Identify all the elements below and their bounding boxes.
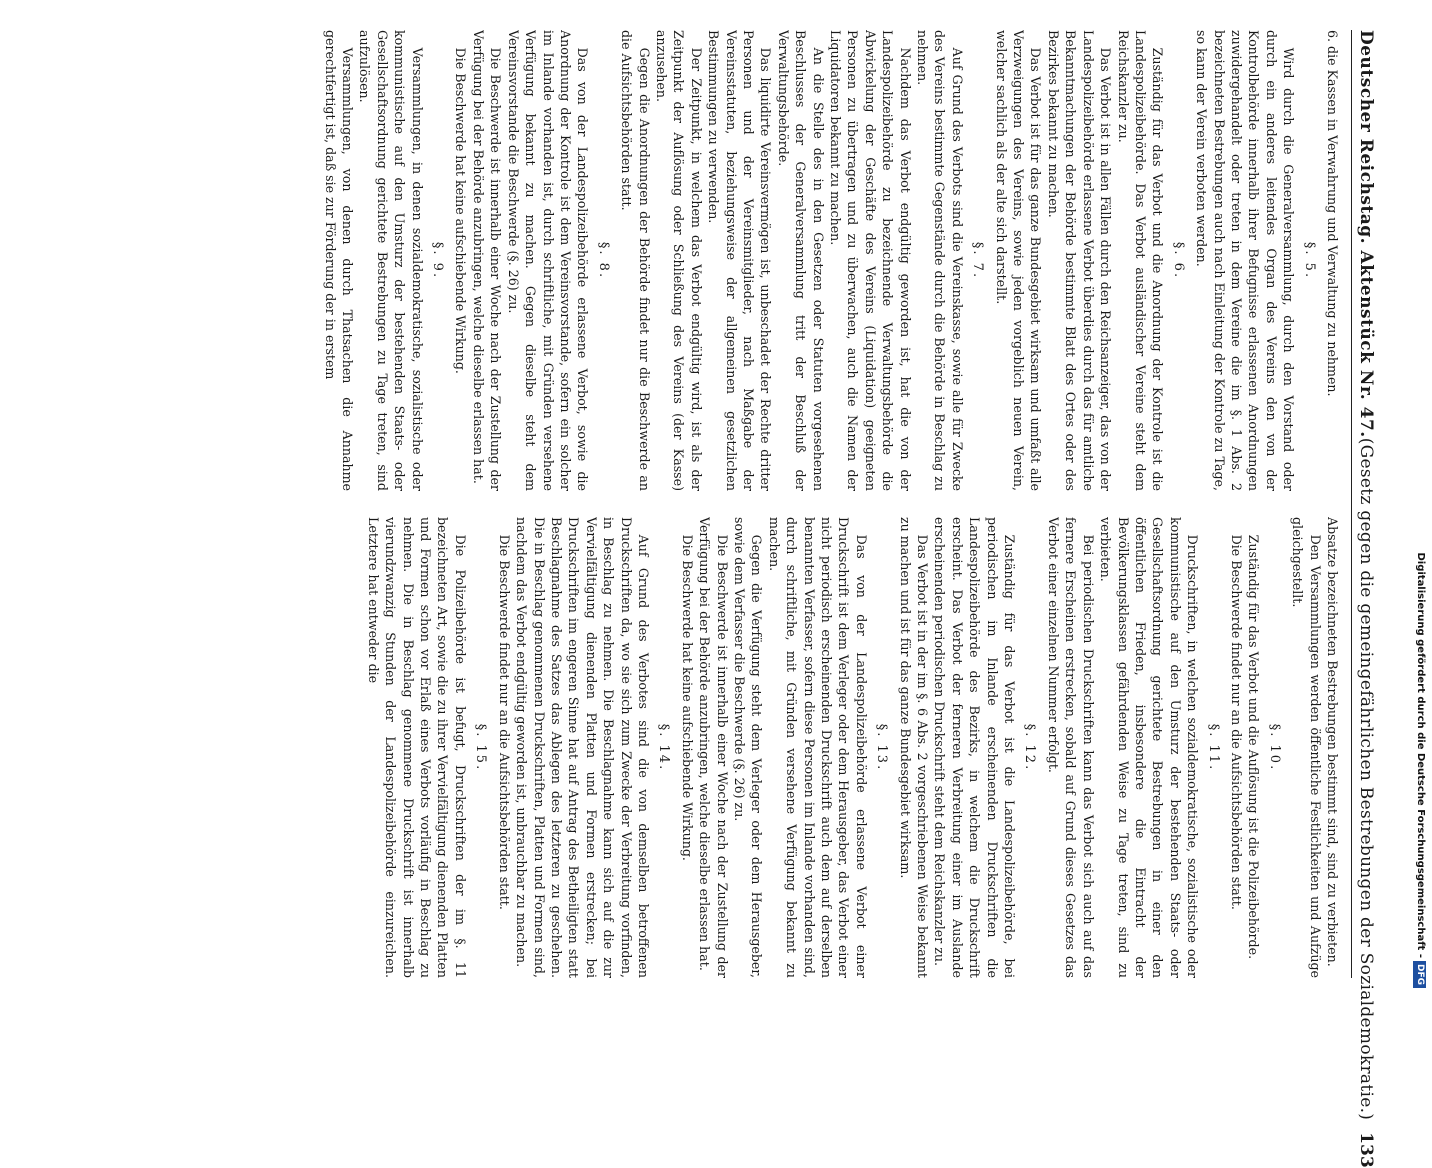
paragraph: Das Verbot ist in allen Fällen durch den Reichsanzeiger, das von der Landespolizeibehörde erlassene Verbot überdies durch das für amtliche Bekanntmachungen der Behörde bestimmte Blatt des Ortes oder des Bezirkes bekannt zu machen. <box>1045 30 1114 491</box>
page-header <box>1351 30 1376 1168</box>
section-heading: §. 10. <box>1266 723 1282 772</box>
paragraph: Die Beschwerde hat keine aufschiebende Wirkung. <box>679 534 695 861</box>
section-heading: §. 15. <box>473 723 489 772</box>
paragraph: Auf Grund des Verbots sind die Vereinskasse, sowie alle für Zwecke des Vereins bestimmte Gegenstände durch die Behörde in Beschlag zu nehmen. <box>915 30 965 491</box>
paragraph: An die Stelle des in den Gesetzen oder Statuten vorgesehenen Beschlusses der Generalversammlung tritt der Beschluß der Verwaltungsbehörde. <box>775 30 826 491</box>
header-subtitle: (Gesetz gegen die gemeingefährlichen Bestrebungen der Sozialdemokratie.) <box>1356 437 1376 1121</box>
paragraph: Den Versammlungen werden öffentliche Festlichkeiten und Aufzüge gleichgestellt. <box>1290 517 1323 978</box>
paragraph: Zuständig für das Verbot und die Auflösung ist die Polizeibehörde. <box>1246 534 1262 960</box>
section-heading: §. 6. <box>1170 241 1186 280</box>
paragraph: Die Beschwerde ist innerhalb einer Woche nach der Zustellung der Verfügung bei der Behörde anzubringen, welche dieselbe erlassen hat. <box>470 30 504 491</box>
paragraph: Wird durch die Generalversammlung, durch den Vorstand oder durch ein anderes leitendes Organ des Vereins den von der Kontrolbehörde innerhalb ihrer Befugnisse erlassenen Anordnungen zuwidergehandelt oder treten in dem Vereine die im §. 1 Abs. 2 bezeichneten Bestrebungen auch nach Einleitung der Kontrole zu Tage, so kann der Verein verboten werden. <box>1194 30 1297 491</box>
right-column <box>21 517 1341 978</box>
paragraph: Gegen die Verfügung steht dem Verleger oder dem Herausgeber, sowie dem Verfasser die Beschwerde (§. 26) zu. <box>732 517 765 978</box>
paragraph: Die Beschwerde findet nur an die Aufsichtsbehörden statt. <box>1228 534 1244 910</box>
header-title: Deutscher Reichstag. Aktenstück Nr. 47. <box>1356 30 1376 438</box>
page-number: 133 <box>1356 1132 1376 1168</box>
paragraph: Der Zeitpunkt, in welchem das Verbot endgültig wird, ist als der Zeitpunkt der Auflösung oder Schließung des Vereins (der Kasse) anzusehen. <box>653 30 704 491</box>
paragraph: Das von der Landespolizeibehörde erlassene Verbot, sowie die Anordnung der Kontrole ist dem Vereinsvorstande, sofern ein solcher im Inlande vorhanden ist, durch schriftliche, mit Gründen versehene Verfügung bekannt zu machen. Gegen dieselbe steht dem Vereinsvorstande die Beschwerde (§. 26) zu. <box>505 30 591 491</box>
section-heading: §. 9. <box>430 241 446 280</box>
paragraph: Druckschriften, in welchen sozialdemokratische, sozialistische oder kommunistische auf den Umsturz der bestehenden Staats- oder Gesellschaftsordnung gerichtete Bestrebungen in einer den öffentlichen Frieden, insbesondere die Eintracht der Bevölkerungsklassen gefährdenden Weise zu Tage treten, sind zu verbieten. <box>1098 517 1201 978</box>
paragraph: Zuständig für das Verbot und die Anordnung der Kontrole ist die Landespolizeibehörde. Das Verbot ausländischer Vereine steht dem Reichskanzler zu. <box>1115 30 1166 491</box>
paragraph: Versammlungen, von denen durch Thatsachen die Annahme gerechtfertigt ist, daß sie zur Förderung der in erstem <box>322 30 356 491</box>
digitization-note <box>1408 0 1432 1000</box>
paragraph: Die Beschwerde ist innerhalb einer Woche nach der Zustellung der Verfügung bei der Behörde anzubringen, welche dieselbe erlassen hat. <box>697 517 730 978</box>
section-heading: §. 14. <box>656 723 672 772</box>
paragraph: Das Verbot ist in der im §. 6 Abs. 2 vorgeschriebenen Weise bekannt zu machen und ist für das ganze Bundesgebiet wirksam. <box>897 517 931 978</box>
paragraph: Die Polizeibehörde ist befugt, Druckschriften der im §. 11 bezeichneten Art, sowie die zu ihrer Vervielfältigung dienenden Platten und Formen schon vor Erlaß eines Verbots vorläufig in Beschlag zu nehmen. Die in Beschlag genommene Druckschrift ist innerhalb vierundzwanzig Stunden der Landespolizeibehörde einzureichen. Letztere hat entweder die <box>365 517 468 978</box>
paragraph: Das Verbot ist für das ganze Bundesgebiet wirksam und umfaßt alle Verzweigungen des Vereins, sowie jeden vorgeblich neuen Verein, welcher sachlich als der alte sich darstellt. <box>993 30 1044 491</box>
paragraph: Die Beschwerde hat keine aufschiebende Wirkung. <box>453 47 469 374</box>
paragraph: Bei periodischen Druckschriften kann das Verbot sich auch auf das fernere Erscheinen erstrecken, sobald auf Grund dieses Gesetzes das Verbot einer einzelnen Nummer erfolgt. <box>1045 517 1096 978</box>
digitization-strip <box>1402 0 1432 1000</box>
paragraph: Zuständig für das Verbot ist die Landespolizeibehörde, bei periodischen im Inlande erscheinenden Druckschriften die Landespolizeibehörde des Bezirks, in welchem die Druckschrift erscheint. Das Verbot der ferneren Verbreitung einer im Auslande erscheinenden periodischen Druckschrift steht dem Reichskanzler zu. <box>932 517 1018 978</box>
paragraph: Nachdem das Verbot endgültig geworden ist, hat die von der Landespolizeibehörde zu bezeichnende Verwaltungsbehörde die Abwickelung der Geschäfte des Vereins (Liquidation) geeigneten Personen zu übertragen und zu überwachen, auch die Namen der Liquidatoren bekannt zu machen. <box>828 30 913 491</box>
paragraph: Die Beschwerde findet nur an die Aufsichtsbehörden statt. <box>496 534 512 910</box>
paragraph: Gegen die Anordnungen der Behörde findet nur die Beschwerde an die Aufsichtsbehörden statt. <box>619 30 652 491</box>
left-column <box>21 30 1341 491</box>
paragraph: Absatze bezeichneten Bestrebungen bestimmt sind, sind zu verbieten. <box>1325 517 1340 967</box>
section-heading: §. 13. <box>874 723 890 772</box>
section-heading: §. 12. <box>1022 723 1038 772</box>
text-columns <box>21 30 1341 978</box>
section-heading: §. 5. <box>1301 241 1317 280</box>
paragraph: Das von der Landespolizeibehörde erlassene Verbot einer Druckschrift ist dem Verleger oder dem Herausgeber, das Verbot einer nicht periodisch erscheinenden Druckschrift auch dem auf derselben benannten Verfasser, sofern diese Personen im Inlande vorhanden sind, durch schriftliche, mit Gründen versehene Verfügung bekannt zu machen. <box>766 517 869 978</box>
section-heading: §. 11. <box>1205 723 1221 772</box>
paragraph: Auf Grund des Verbotes sind die von demselben betroffenen Druckschriften da, wo sie sich zum Zwecke der Verbreitung vorfinden, in Beschlag zu nehmen. Die Beschlagnahme kann sich auf die zur Vervielfältigung dienenden Platten und Formen erstrecken; bei Druckschriften im engeren Sinne hat auf Antrag des Betheiligten statt Beschlagnahme des Satzes das Ablegen des letzteren zu geschehen. Die in Beschlag genommenen Druckschriften, Platten und Formen sind, nachdem das Verbot endgültig geworden ist, unbrauchbar zu machen. <box>514 517 651 978</box>
paragraph: Das liquidirte Vereinsvermögen ist, unbeschadet der Rechte dritter Personen und der Vereinsmitglieder, nach Maßgabe der Vereinsstatuten, beziehungsweise der allgemeinen gesetzlichen Bestimmungen zu verwenden. <box>706 30 774 491</box>
section-heading: §. 7. <box>970 241 986 280</box>
paragraph: Versammlungen, in denen sozialdemokratische, sozialistische oder kommunistische auf den Umsturz der bestehenden Staats- oder Gesellschaftsordnung gerichtete Bestrebungen zu Tage treten, sind aufzulösen. <box>357 30 425 491</box>
section-heading: §. 8. <box>595 241 611 280</box>
dfg-logo: DFG <box>1413 961 1426 988</box>
digitization-text: Digitalisierung gefördert durch die Deutsche Forschungsgemeinschaft - <box>1415 552 1426 958</box>
paragraph: 6. die Kassen in Verwahrung und Verwaltung zu nehmen. <box>1325 30 1340 397</box>
